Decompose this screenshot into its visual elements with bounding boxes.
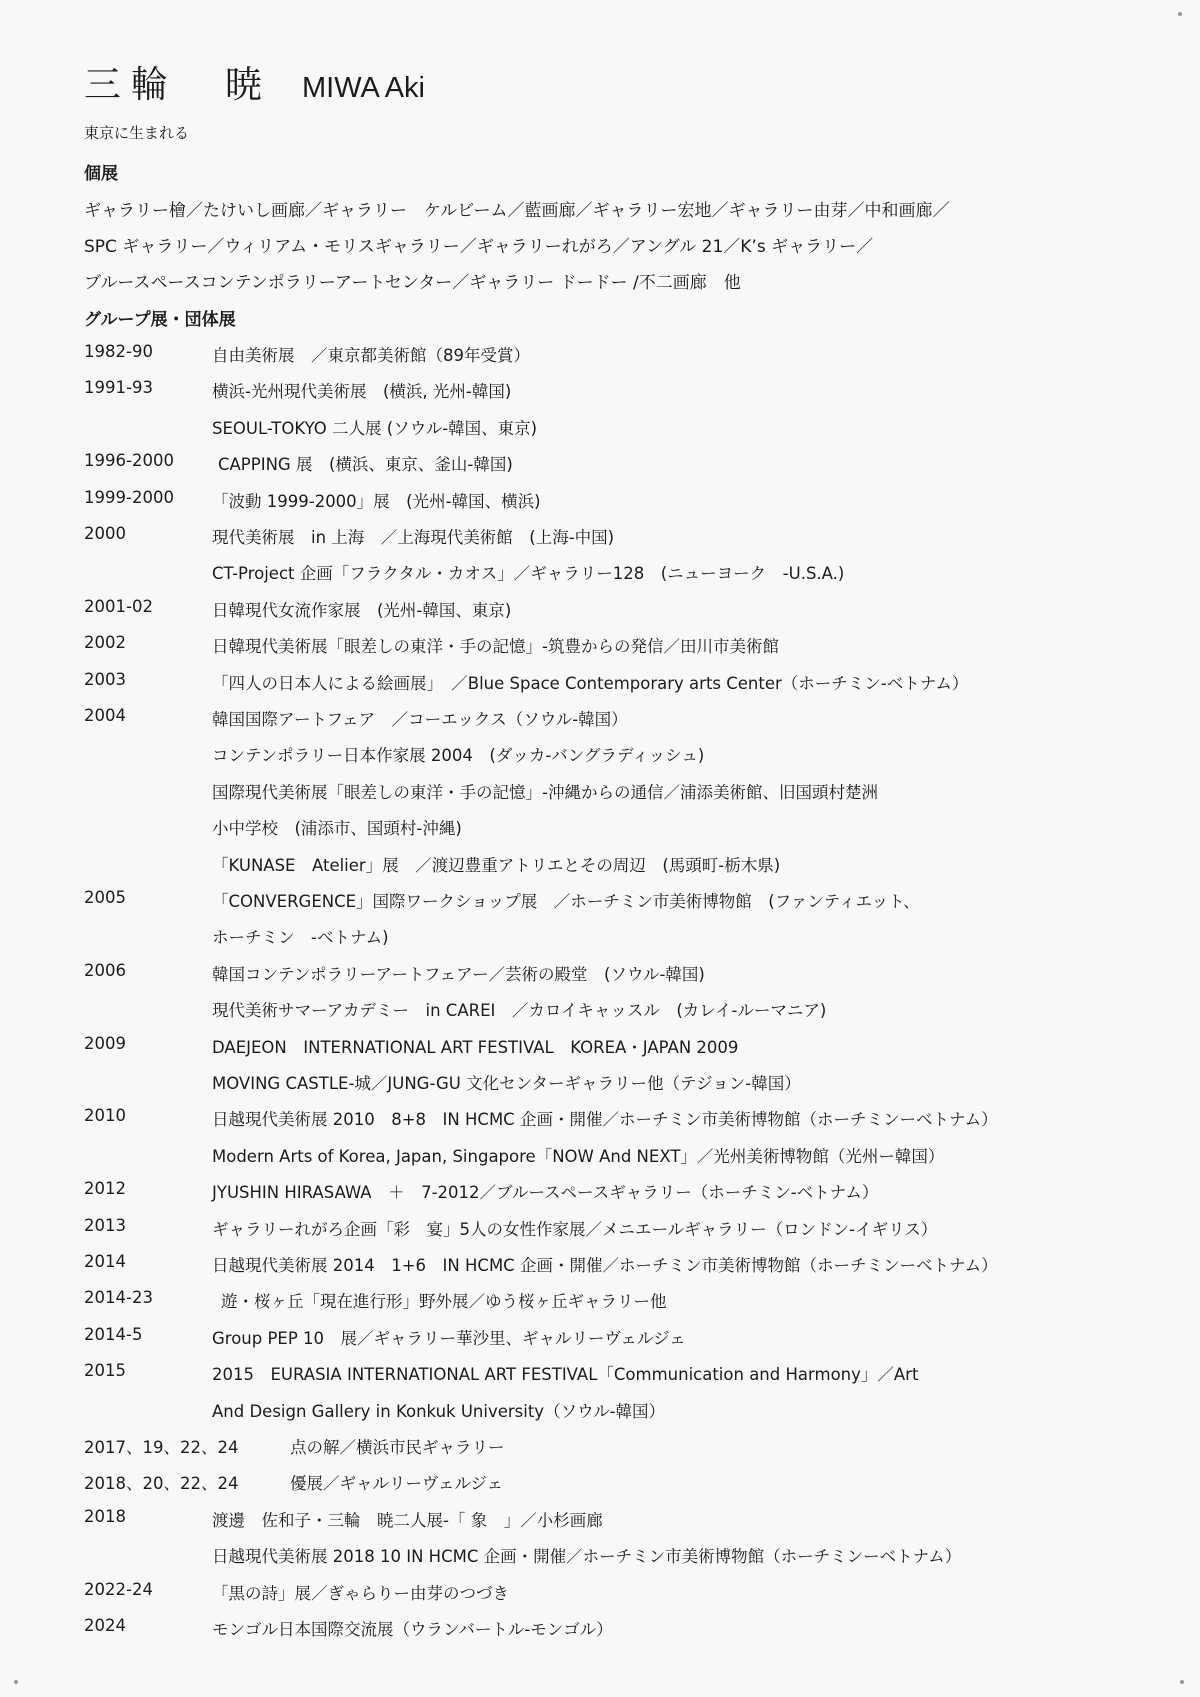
solo-exhibition-line: ブルースペースコンテンポラリーアートセンター／ギャラリー ドードー /不二画廊 他 [84,273,741,293]
exhibition-year: 2014 [84,1252,126,1271]
exhibition-year: 2024 [84,1616,126,1635]
exhibition-detail: 小中学校 (浦添市、国頭村-沖縄) [212,819,462,839]
solo-exhibition-line: ギャラリー檜／たけいし画廊／ギャラリー ケルビーム／藍画廊／ギャラリー宏地／ギャラリー由芽／中和画廊／ [84,201,950,221]
exhibition-detail: 「黒の詩」展／ぎゃらりー由芽のつづき [212,1583,509,1603]
exhibition-detail: MOVING CASTLE-城／JUNG-GU 文化センターギャラリー他（テジョン-韓国） [212,1073,801,1093]
exhibition-detail: ホーチミン -ベトナム) [212,928,389,948]
exhibition-detail: 横浜-光州現代美術展 (横浜, 光州-韓国) [212,382,512,402]
exhibition-year: 2022-24 [84,1579,153,1599]
exhibition-year: 2018 [84,1506,126,1526]
exhibition-detail: モンゴル日本国際交流展（ウランバートル-モンゴル） [212,1620,613,1639]
exhibition-detail: 優展／ギャルリーヴェルジェ [290,1474,504,1494]
exhibition-year: 2017、19、22、24 [84,1438,239,1457]
exhibition-detail: 遊・桜ヶ丘「現在進行形」野外展／ゆう桜ヶ丘ギャラリー他 [221,1292,667,1312]
exhibition-detail: CAPPING 展 (横浜、東京、釜山-韓国) [218,455,513,475]
exhibition-year: 1996-2000 [84,451,174,471]
exhibition-detail: 点の解／横浜市民ギャラリー [290,1438,505,1457]
exhibition-year: 2005 [84,888,126,907]
scan-speck [14,1680,18,1684]
exhibition-year: 2018、20、22、24 [84,1474,239,1494]
exhibition-detail: Modern Arts of Korea, Japan, Singapore「NOW And NEXT」／光州美術博物館（光州ー韓国） [212,1146,945,1166]
exhibition-detail: 日韓現代女流作家展 (光州-韓国、東京) [212,600,512,620]
exhibition-year: 2013 [84,1215,126,1235]
exhibition-detail: 「CONVERGENCE」国際ワークショップ展 ／ホーチミン市美術博物館 (ファンティエット、 [212,892,920,911]
exhibition-detail: JYUSHIN HIRASAWA ＋ 7-2012／ブルースペースギャラリー（ホーチミン-ベトナム） [212,1183,879,1203]
exhibition-detail: 「波動 1999-2000」展 (光州-韓国、横浜) [212,491,541,511]
exhibition-detail: 日韓現代美術展「眼差しの東洋・手の記憶」-筑豊からの発信／田川市美術館 [212,637,779,657]
exhibition-detail: 渡邊 佐和子・三輪 暁二人展-「 象 」／小杉画廊 [212,1510,603,1530]
exhibition-detail: 「KUNASE Atelier」展 ／渡辺豊重アトリエとその周辺 (馬頭町-栃木県) [212,855,781,875]
exhibition-detail: 韓国コンテンポラリーアートフェアー／芸術の殿堂 (ソウル-韓国) [212,964,705,984]
exhibition-detail: 現代美術展 in 上海 ／上海現代美術館 (上海-中国) [212,528,615,547]
exhibition-year: 2014-23 [84,1288,153,1308]
exhibition-detail: 日越現代美術展 2018 10 IN HCMC 企画・開催／ホーチミン市美術博物館（ホーチミンーベトナム） [212,1547,962,1567]
exhibition-detail: 日越現代美術展 2014 1+6 IN HCMC 企画・開催／ホーチミン市美術博物館（ホーチミンーベトナム） [212,1256,998,1275]
exhibition-year: 2014-5 [84,1324,143,1344]
solo-exhibition-line: SPC ギャラリー／ウィリアム・モリスギャラリー／ギャラリーれがろ／アングル 21／K’s ギャラリー／ [84,237,874,257]
exhibition-detail: 韓国国際アートフェア ／コーエックス（ソウル-韓国） [212,710,628,729]
exhibition-year: 2015 [84,1361,126,1381]
exhibition-year: 2003 [84,669,126,689]
exhibition-detail: 国際現代美術展「眼差しの東洋・手の記憶」-沖縄からの通信／浦添美術館、旧国頭村楚洲 [212,782,878,802]
exhibition-detail: SEOUL-TOKYO 二人展 (ソウル-韓国、東京) [212,418,538,438]
scan-speck [1178,12,1182,16]
exhibition-detail: 現代美術サマーアカデミー in CAREI ／カロイキャッスル (カレイ-ルーマニア) [212,1001,827,1021]
scan-speck [1180,1680,1184,1684]
exhibition-year: 1991-93 [84,378,153,398]
exhibition-detail: ギャラリーれがろ企画「彩 宴」5人の女性作家展／メニエールギャラリー（ロンドン-イギリス） [212,1219,938,1239]
page-title [84,54,425,108]
exhibition-year: 2012 [84,1179,126,1199]
exhibition-year: 2006 [84,960,126,980]
exhibition-detail: DAEJEON INTERNATIONAL ART FESTIVAL KOREA・JAPAN 2009 [212,1037,739,1057]
exhibition-detail: コンテンポラリー日本作家展 2004 (ダッカ-バングラディッシュ) [212,746,705,766]
exhibition-detail: 自由美術展 ／東京都美術館（89年受賞） [212,346,530,365]
exhibition-detail: And Design Gallery in Konkuk University（ソウル-韓国） [212,1401,666,1421]
exhibition-year: 2001-02 [84,596,153,616]
artist-name-japanese: 三輪 暁 [84,63,272,106]
exhibition-detail: 日越現代美術展 2010 8+8 IN HCMC 企画・開催／ホーチミン市美術博物館（ホーチミンーベトナム） [212,1110,998,1130]
exhibition-detail: Group PEP 10 展／ギャラリー華沙里、ギャルリーヴェルジェ [212,1328,686,1348]
exhibition-year: 1999-2000 [84,487,174,507]
exhibition-year: 2009 [84,1033,126,1053]
exhibition-year: 1982-90 [84,342,153,361]
exhibition-detail: 「四人の日本人による絵画展」 ／Blue Space Contemporary arts Center（ホーチミン-ベトナム） [212,673,969,693]
exhibition-year: 2010 [84,1106,126,1126]
exhibition-year: 2000 [84,524,126,543]
exhibition-detail: CT-Project 企画「フラクタル・カオス」／ギャラリー128 (ニューヨーク -U.S.A.) [212,564,845,584]
artist-name-english: MIWA Aki [302,72,425,104]
solo-exhibitions-heading: 個展 [84,164,118,184]
exhibition-year: 2004 [84,706,126,725]
exhibition-detail: 2015 EURASIA INTERNATIONAL ART FESTIVAL「Communication and Harmony」／Art [212,1365,919,1385]
birthplace-note: 東京に生まれる [84,124,190,142]
group-exhibitions-heading: グループ展・団体展 [84,310,236,330]
exhibition-year: 2002 [84,633,126,653]
